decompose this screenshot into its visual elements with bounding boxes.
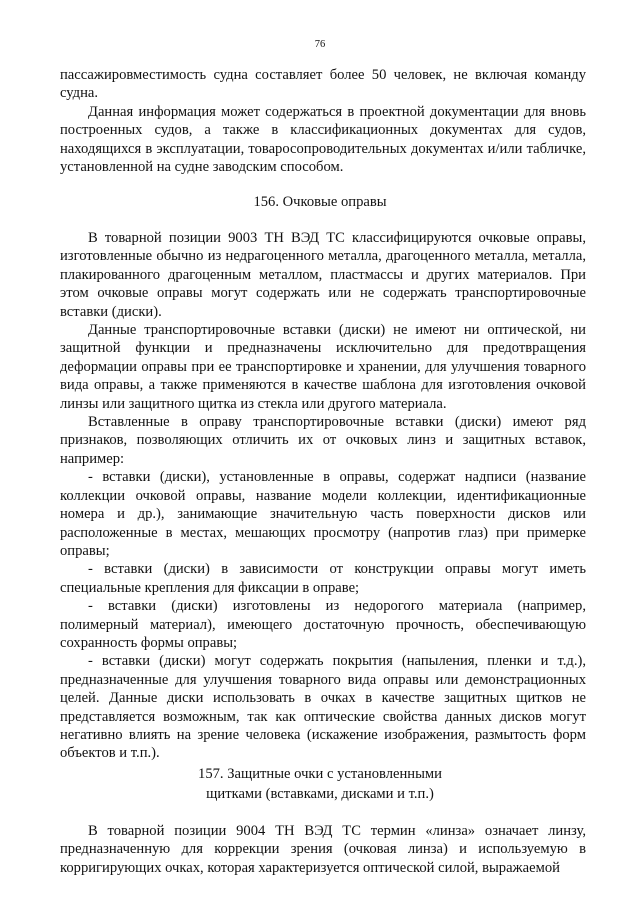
paragraph: Вставленные в оправу транспортировочные вставки (диски) имеют ряд признаков, позволяющих отличить их от очковых линз и защитных вставок, например:	[60, 414, 586, 467]
page-number: 76	[314, 39, 326, 50]
paragraph: В товарной позиции 9003 ТН ВЭД ТС классифицируются очковые оправы, изготовленные обычно из недрагоценного металла, драгоценного металла, металла, плакированного драгоценным металлом, пластмассы и других материалов. При этом очковые оправы могут содержать или не содержать транспортировочные вставки (диски).	[60, 230, 586, 320]
list-item: - вставки (диски) изготовлены из недорогого материала (например, полимерный материал), имеющего достаточную прочность, обеспечивающую сохранность формы оправы;	[60, 598, 586, 651]
intro-text	[60, 66, 586, 176]
paragraph: Данная информация может содержаться в проектной документации для вновь построенных судов, а также в классификационных документах для судов, находящихся в эксплуатации, товаросопроводительных документах и/или табличке, установленной на судне заводским способом.	[60, 103, 586, 176]
list-item: - вставки (диски), установленные в оправы, содержат надписи (название коллекции очковой оправы, название модели коллекции, идентификационные номера и др.), занимающие значительную часть поверхности дисков или расположенные в местах, мешающих просмотру (напротив глаз) при примерке оправы;	[60, 469, 586, 559]
paragraph: пассажировместимость судна составляет более 50 человек, не включая команду судна.	[60, 67, 586, 102]
section-156-text	[60, 229, 586, 763]
list-item: - вставки (диски) в зависимости от конструкции оправы могут иметь специальные крепления для фиксации в оправе;	[60, 561, 586, 596]
section-heading-157-line1: 157. Защитные очки с установленными	[198, 766, 442, 782]
section-157-text	[60, 822, 586, 877]
list-item: - вставки (диски) могут содержать покрытия (напыления, пленки и т.д.), предназначенные для улучшения товарного вида оправы или демонстрационных целей. Данные диски использовать в очках в качестве защитных щитков не представляется возможным, так как оптические свойства данных дисков могут негативно влиять на зрение человека (искажение изображения, размытость форм объектов и т.п.).	[60, 653, 586, 762]
paragraph: В товарной позиции 9004 ТН ВЭД ТС термин «линза» означает линзу, предназначенную для коррекции зрения (очковая линза) и используемую в корригирующих очках, которая характеризуется оптической силой, выражаемой	[60, 823, 586, 876]
section-heading-156: 156. Очковые оправы	[253, 194, 387, 210]
section-heading-157-line2: щитками (вставками, дисками и т.п.)	[206, 786, 434, 802]
paragraph: Данные транспортировочные вставки (диски) не имеют ни оптической, ни защитной функции и предназначены исключительно для предотвращения деформации оправы при ее транспортировке и хранении, для улучшения товарного вида оправы, а также применяются в качестве шаблона для изготовления очковой линзы или защитного щитка из стекла или другого материала.	[60, 322, 586, 412]
